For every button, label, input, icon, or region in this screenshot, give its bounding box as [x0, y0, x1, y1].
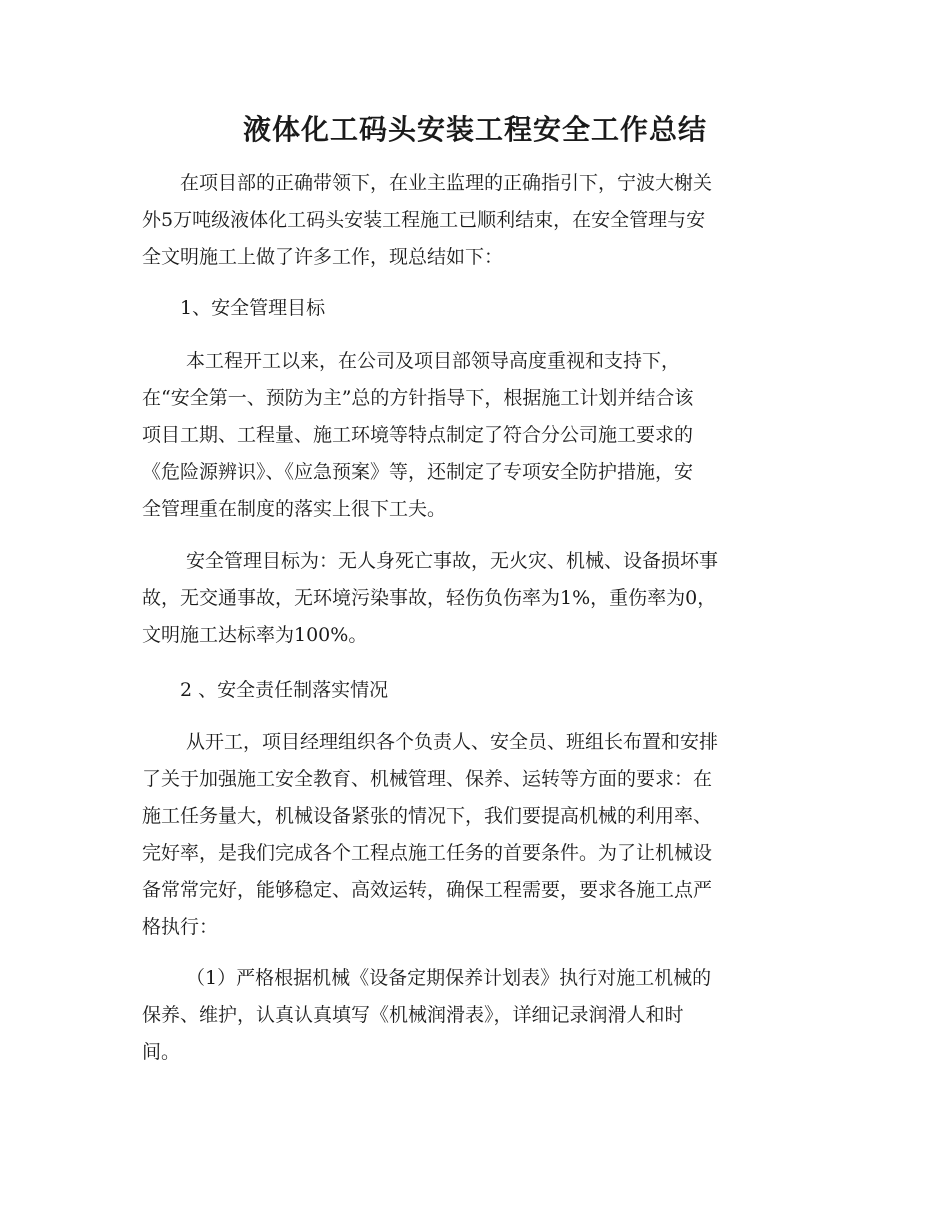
text-line: （1）严格根据机械《设备定期保养计划表》执行对施工机械的 [142, 967, 712, 989]
text-line: 备常常完好，能够稳定、高效运转，确保工程需要，要求各施工点严 [142, 879, 713, 901]
paragraph-item-1 [142, 960, 812, 1071]
text-line: 了关于加强施工安全教育、机械管理、保养、运转等方面的要求：在 [142, 768, 713, 790]
paragraph-safety-management [142, 343, 812, 528]
text-line: 故，无交通事故，无环境污染事故，轻伤负伤率为1%，重伤率为0， [142, 587, 717, 609]
text-line: 格执行： [142, 916, 219, 938]
section-heading-2 [142, 672, 812, 709]
paragraph-responsibility [142, 724, 812, 946]
text-line: 安全管理目标为：无人身死亡事故，无火灾、机械、设备损坏事 [142, 550, 719, 572]
text-line: 从开工，项目经理组织各个负责人、安全员、班组长布置和安排 [142, 731, 719, 753]
paragraph-safety-goals [142, 543, 812, 654]
text-line: 文明施工达标率为100%。 [142, 624, 368, 646]
text-line: 全文明施工上做了许多工作，现总结如下： [142, 246, 504, 268]
text-line: 外5万吨级液体化工码头安装工程施工已顺利结束，在安全管理与安 [142, 209, 706, 231]
text-line: 完好率，是我们完成各个工程点施工任务的首要条件。为了让机械设 [142, 842, 713, 864]
document-title: 液体化工码头安装工程安全工作总结 [242, 113, 707, 146]
text-line: 在“安全第一、预防为主”总的方针指导下，根据施工计划并结合该 [142, 387, 694, 409]
paragraph-intro [142, 165, 812, 276]
text-line: 施工任务量大，机械设备紧张的情况下，我们要提高机械的利用率、 [142, 805, 713, 827]
text-line: 保养、维护，认真认真填写《机械润滑表》，详细记录润滑人和时 [142, 1004, 684, 1026]
text-line: 在项目部的正确带领下，在业主监理的正确指引下，宁波大榭关 [142, 172, 713, 194]
text-line: 2 、安全责任制落实情况 [142, 679, 389, 701]
text-line: 全管理重在制度的落实上很下工夫。 [142, 498, 447, 520]
text-line: 《危险源辨识》、《应急预案》等，还制定了专项安全防护措施，安 [142, 461, 694, 483]
section-heading-1 [142, 290, 812, 327]
text-line: 间。 [142, 1041, 181, 1063]
text-line: 项目工期、工程量、施工环境等特点制定了符合分公司施工要求的 [142, 424, 694, 446]
text-line: 1、安全管理目标 [142, 297, 326, 319]
text-line: 本工程开工以来，在公司及项目部领导高度重视和支持下， [142, 350, 681, 372]
